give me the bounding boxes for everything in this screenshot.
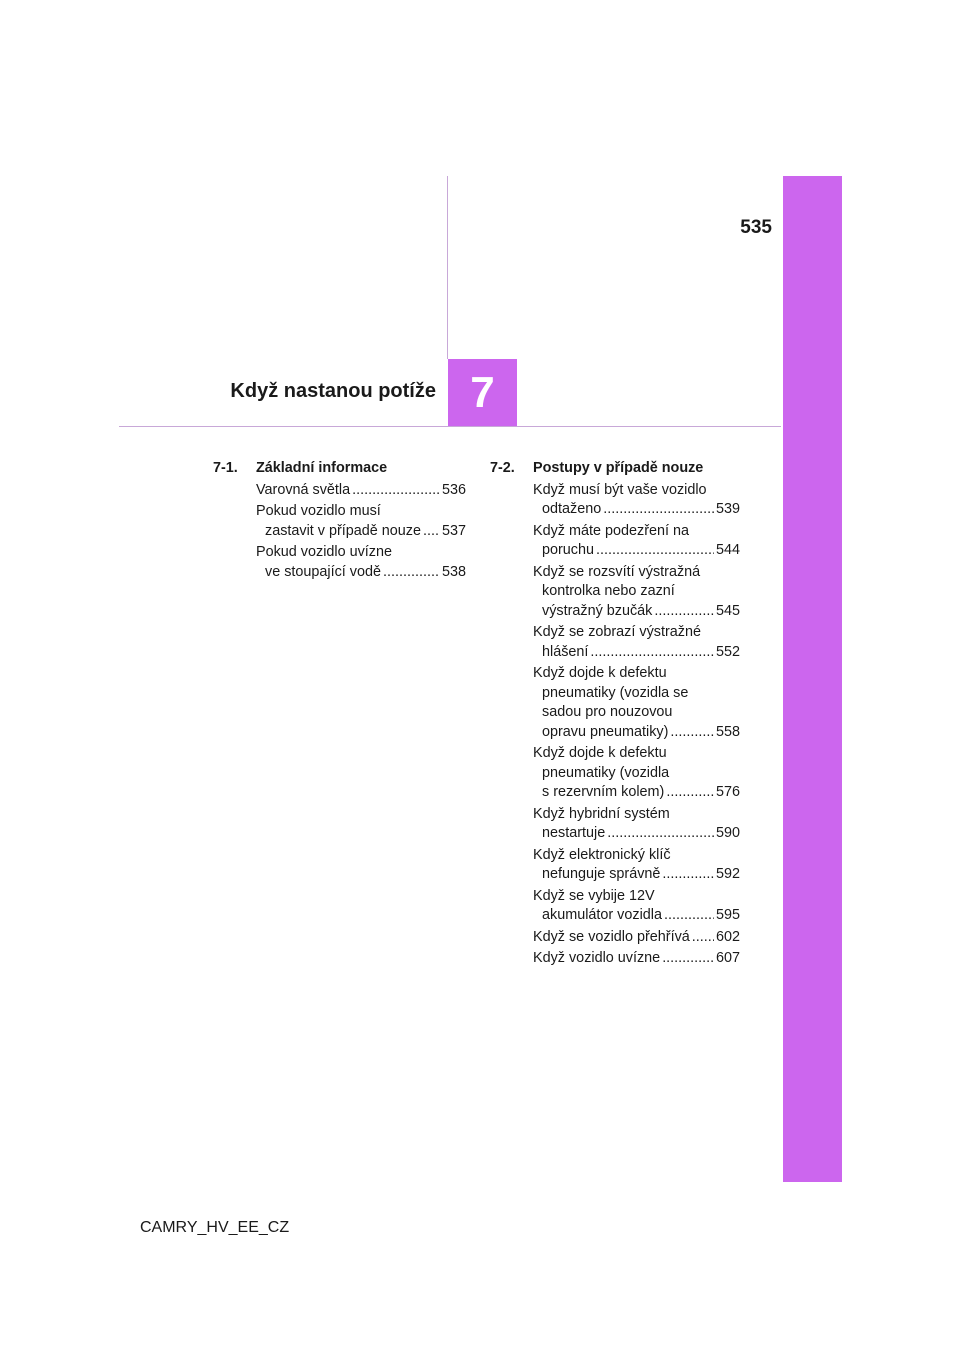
toc-entry[interactable] <box>533 563 740 622</box>
toc-entry-text: kontrolka nebo zazní <box>542 583 675 599</box>
toc-entry-text: pneumatiky (vozidla se <box>542 684 689 701</box>
toc-entry-text: nestartuje <box>542 825 606 841</box>
toc-entry-text: Když máte podezření na <box>533 522 689 539</box>
toc-entry-text: Když vozidlo uvízne <box>533 950 661 966</box>
footer-code: CAMRY_HV_EE_CZ <box>140 1219 290 1236</box>
toc-entry-text: Pokud vozidlo uvízne <box>256 544 392 560</box>
dot-leader <box>423 522 440 542</box>
chapter-number-box: 7 <box>448 359 517 426</box>
toc-entry[interactable] <box>533 744 740 803</box>
toc-entry-page: 539 <box>715 501 740 517</box>
toc-entry-text: akumulátor vozidla <box>542 907 662 923</box>
section-number: 7-1. <box>213 460 238 476</box>
chapter-title: Když nastanou potíže <box>230 380 436 402</box>
toc-entry-text: Když se vybije 12V <box>533 887 655 904</box>
toc-entry-text: nefunguje správně <box>542 866 661 882</box>
dot-leader <box>692 928 714 948</box>
toc-entry[interactable] <box>533 887 740 926</box>
dot-leader <box>352 481 440 501</box>
section-title: Postupy v případě nouze <box>533 460 704 476</box>
dot-leader <box>654 602 714 622</box>
toc-entry-text: Varovná světla <box>256 481 351 498</box>
toc-entry-page: 590 <box>715 825 740 841</box>
toc-entry-text: sadou pro nouzovou <box>542 704 673 720</box>
toc-entry-page: 607 <box>715 950 740 966</box>
toc-entry-text: výstražný bzučák <box>542 602 653 619</box>
toc-column-left <box>213 459 466 584</box>
toc-entry-text: zastavit v případě nouze <box>265 522 421 539</box>
chapter-side-tab <box>783 176 842 1182</box>
toc-entry-text: Když se vozidlo přehřívá <box>533 928 690 945</box>
toc-entry-text: Když dojde k defektu <box>533 745 667 761</box>
toc-entry-text: Když se rozsvítí výstražná <box>533 563 701 580</box>
toc-entry[interactable] <box>533 623 740 662</box>
dot-leader <box>383 563 440 583</box>
dot-leader <box>666 783 714 803</box>
toc-entry[interactable] <box>256 502 466 541</box>
toc-entry-text: Když se zobrazí výstražné <box>533 624 701 640</box>
toc-entry-page: 537 <box>441 522 466 539</box>
toc-entry-page: 576 <box>715 784 740 800</box>
dot-leader <box>662 865 714 885</box>
toc-entry-page: 544 <box>715 542 740 558</box>
toc-entry-page: 595 <box>715 907 740 923</box>
section-heading <box>213 459 466 479</box>
toc-entry[interactable] <box>533 481 740 520</box>
page-number: 535 <box>740 217 772 238</box>
toc-entry-text: opravu pneumatiky) <box>542 723 669 740</box>
toc-entry-text: Když dojde k defektu <box>533 665 667 681</box>
toc-entry-page: 538 <box>441 563 466 580</box>
toc-entry-text: s rezervním kolem) <box>542 784 665 800</box>
dot-leader <box>664 906 714 926</box>
toc-entry-page: 545 <box>715 602 740 619</box>
toc-entry-page: 592 <box>715 866 740 882</box>
section-title: Základní informace <box>256 460 388 476</box>
toc-entry[interactable] <box>533 928 740 948</box>
toc-column-right <box>490 459 740 971</box>
toc-entry[interactable] <box>533 949 740 969</box>
toc-entry-text: Když musí být vaše vozidlo <box>533 481 707 498</box>
dot-leader <box>603 500 714 520</box>
toc-entry-page: 552 <box>715 643 740 660</box>
section-heading <box>490 459 740 479</box>
horizontal-rule <box>119 426 781 427</box>
dot-leader <box>596 541 714 561</box>
toc-entry[interactable] <box>533 805 740 844</box>
toc-entry[interactable] <box>533 846 740 885</box>
toc-entry[interactable] <box>533 664 740 742</box>
toc-entry[interactable] <box>533 522 740 561</box>
vertical-rule <box>447 176 448 359</box>
toc-entry-text: poruchu <box>542 542 595 558</box>
toc-entry[interactable] <box>256 481 466 501</box>
section-number: 7-2. <box>490 460 515 476</box>
dot-leader <box>670 723 714 743</box>
dot-leader <box>590 643 714 663</box>
dot-leader <box>607 824 714 844</box>
toc-entry-text: odtaženo <box>542 501 602 517</box>
toc-entry-page: 602 <box>715 928 740 945</box>
toc-entry-text: Pokud vozidlo musí <box>256 503 381 519</box>
toc-entry-text: pneumatiky (vozidla <box>542 764 670 781</box>
toc-entry-text: Když elektronický klíč <box>533 846 671 863</box>
toc-entry-text: hlášení <box>542 643 589 660</box>
toc-entry-page: 558 <box>715 723 740 740</box>
dot-leader <box>662 949 714 969</box>
toc-entry-text: ve stoupající vodě <box>265 563 381 580</box>
toc-entry[interactable] <box>256 543 466 582</box>
toc-entry-text: Když hybridní systém <box>533 805 670 822</box>
toc-entry-page: 536 <box>441 481 466 498</box>
